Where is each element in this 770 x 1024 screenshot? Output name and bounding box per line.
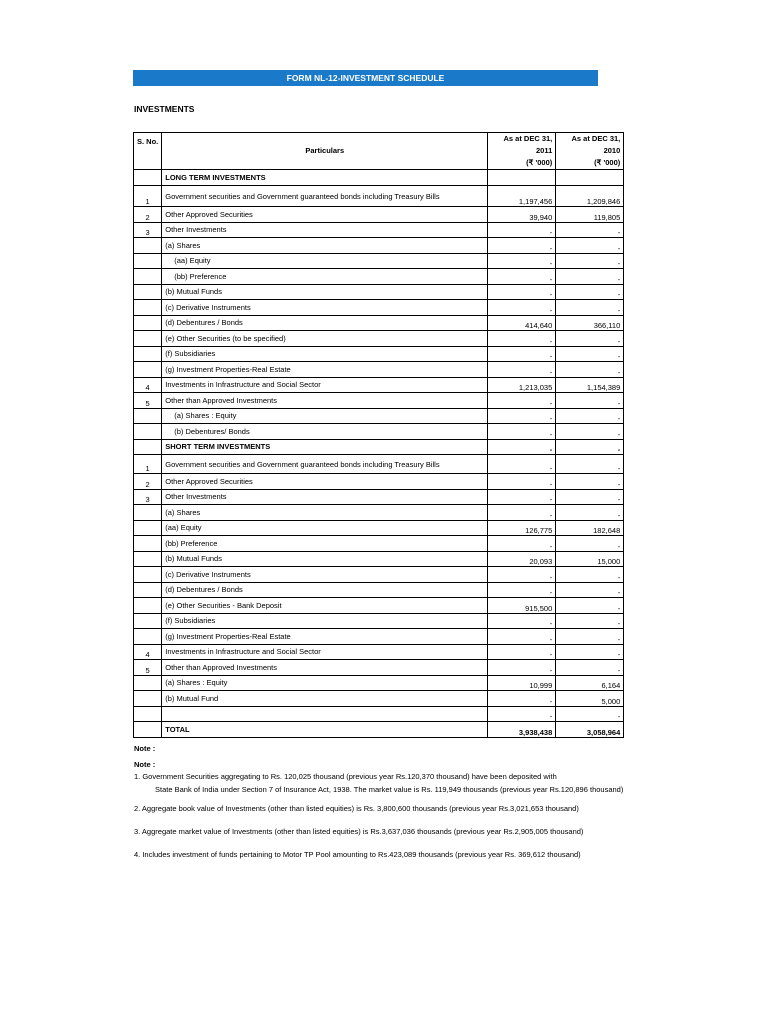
table-row (134, 300, 624, 316)
investment-table (133, 132, 624, 738)
particulars-cell: (f) Subsidiaries (162, 613, 488, 629)
particulars-cell: (bb) Preference (162, 269, 488, 285)
value-2010-cell: 1,154,389 (556, 377, 624, 393)
sno-cell (134, 706, 162, 722)
value-2011-cell: 20,093 (488, 551, 556, 567)
note-line: 4. Includes investment of funds pertaining to Motor TP Pool amounting to Rs.423,089 thousands (previous year Rs. 369,612 thousand) (134, 850, 581, 859)
sno-cell (134, 598, 162, 614)
table-row (134, 408, 624, 424)
particulars-cell: (b) Debentures/ Bonds (162, 424, 488, 440)
value-2011-cell: 39,940 (488, 207, 556, 223)
value-2011-cell: - (488, 474, 556, 490)
sno-cell (134, 315, 162, 331)
sno-cell (134, 253, 162, 269)
table-header-row (134, 133, 624, 170)
table-row (134, 186, 624, 207)
sno-cell (134, 536, 162, 552)
value-2011-cell: 126,775 (488, 520, 556, 536)
value-2011-cell: - (488, 346, 556, 362)
sno-cell (134, 567, 162, 583)
particulars-cell: (c) Derivative Instruments (162, 300, 488, 316)
particulars-cell: SHORT TERM INVESTMENTS (162, 439, 488, 455)
section-heading: INVESTMENTS (134, 104, 195, 114)
value-2011-cell: - (488, 408, 556, 424)
value-2011-cell: - (488, 706, 556, 722)
value-2010-cell: - (556, 474, 624, 490)
value-2010-cell: - (556, 613, 624, 629)
sno-cell: 2 (134, 474, 162, 490)
table-row (134, 489, 624, 505)
table-row (134, 424, 624, 440)
value-2011-cell: - (488, 691, 556, 707)
value-2011-cell: - (488, 284, 556, 300)
particulars-cell: Other than Approved Investments (162, 660, 488, 676)
particulars-cell: LONG TERM INVESTMENTS (162, 170, 488, 186)
table-row (134, 253, 624, 269)
value-2011-cell: - (488, 536, 556, 552)
particulars-cell: Government securities and Government guaranteed bonds including Treasury Bills (162, 186, 488, 207)
sno-cell (134, 300, 162, 316)
col-2011-header-line3: (₹ '000) (526, 158, 553, 167)
value-2010-cell: - (556, 660, 624, 676)
value-2011-cell: - (488, 505, 556, 521)
col-2010-header-line1: As at DEC 31, (571, 134, 621, 143)
sno-cell (134, 675, 162, 691)
table-row (134, 706, 624, 722)
particulars-cell: (a) Shares (162, 505, 488, 521)
value-2011-cell (488, 170, 556, 186)
sno-cell (134, 269, 162, 285)
table-row (134, 315, 624, 331)
value-2011-cell: 1,197,456 (488, 186, 556, 207)
table-row (134, 722, 624, 738)
particulars-cell (162, 706, 488, 722)
sno-cell (134, 170, 162, 186)
value-2010-cell: - (556, 362, 624, 378)
table-row (134, 170, 624, 186)
value-2011-cell: 915,500 (488, 598, 556, 614)
value-2010-cell: 119,805 (556, 207, 624, 223)
value-2010-cell: - (556, 284, 624, 300)
particulars-cell: (b) Mutual Fund (162, 691, 488, 707)
value-2010-cell: - (556, 439, 624, 455)
value-2011-cell: - (488, 269, 556, 285)
value-2010-cell: 3,058,964 (556, 722, 624, 738)
sno-cell (134, 284, 162, 300)
col-2011-header-line1: As at DEC 31, (503, 134, 553, 143)
table-row (134, 660, 624, 676)
value-2010-cell: 15,000 (556, 551, 624, 567)
value-2010-cell: 182,648 (556, 520, 624, 536)
value-2011-cell: - (488, 331, 556, 347)
note-label: Note : (134, 744, 156, 753)
value-2010-cell: - (556, 269, 624, 285)
col-2010-header-line3: (₹ '000) (594, 158, 621, 167)
table-row (134, 613, 624, 629)
table-row (134, 207, 624, 223)
value-2011-cell: - (488, 582, 556, 598)
particulars-cell: (a) Shares : Equity (162, 675, 488, 691)
table-row (134, 284, 624, 300)
table-row (134, 269, 624, 285)
value-2011-cell: 414,640 (488, 315, 556, 331)
table-row (134, 598, 624, 614)
table-row (134, 520, 624, 536)
particulars-cell: (a) Shares : Equity (162, 408, 488, 424)
sno-cell: 5 (134, 393, 162, 409)
value-2010-cell: - (556, 222, 624, 238)
value-2010-cell: 5,000 (556, 691, 624, 707)
value-2011-cell: - (488, 567, 556, 583)
value-2010-cell: - (556, 629, 624, 645)
sno-cell (134, 722, 162, 738)
particulars-cell: Other Investments (162, 222, 488, 238)
value-2010-cell: - (556, 393, 624, 409)
sno-cell: 2 (134, 207, 162, 223)
value-2011-cell: - (488, 362, 556, 378)
table-row (134, 455, 624, 474)
table-row (134, 691, 624, 707)
table-row (134, 377, 624, 393)
sno-cell: 1 (134, 455, 162, 474)
value-2010-cell: - (556, 346, 624, 362)
particulars-cell: Investments in Infrastructure and Social Sector (162, 644, 488, 660)
value-2010-cell: - (556, 455, 624, 474)
value-2010-cell: - (556, 644, 624, 660)
particulars-cell: TOTAL (162, 722, 488, 738)
particulars-header: Particulars (162, 133, 488, 170)
col-2010-header-line2: 2010 (603, 146, 621, 155)
value-2010-cell: - (556, 331, 624, 347)
table-row (134, 346, 624, 362)
value-2011-cell: 10,999 (488, 675, 556, 691)
sno-cell: 3 (134, 489, 162, 505)
particulars-cell: (g) Investment Properties-Real Estate (162, 629, 488, 645)
value-2010-cell: - (556, 408, 624, 424)
sno-cell (134, 408, 162, 424)
particulars-cell: Other than Approved Investments (162, 393, 488, 409)
sno-cell (134, 331, 162, 347)
particulars-cell: Other Approved Securities (162, 207, 488, 223)
note-line: 1. Government Securities aggregating to Rs. 120,025 thousand (previous year Rs.120,370 thousand) have been deposited with (134, 772, 557, 781)
value-2011-cell: - (488, 455, 556, 474)
sno-cell: 4 (134, 377, 162, 393)
table-row (134, 567, 624, 583)
note-line: 2. Aggregate book value of Investments (other than listed equities) is Rs. 3,800,600 thousands (previous year Rs.3,021,653 thousand) (134, 804, 579, 813)
value-2010-cell: - (556, 567, 624, 583)
col-2010-header (556, 133, 624, 170)
value-2010-cell (556, 170, 624, 186)
table-row (134, 644, 624, 660)
particulars-cell: (d) Debentures / Bonds (162, 315, 488, 331)
particulars-cell: (c) Derivative Instruments (162, 567, 488, 583)
particulars-cell: (e) Other Securities (to be specified) (162, 331, 488, 347)
sno-cell (134, 346, 162, 362)
particulars-cell: (g) Investment Properties-Real Estate (162, 362, 488, 378)
particulars-cell: (f) Subsidiaries (162, 346, 488, 362)
value-2011-cell: - (488, 424, 556, 440)
value-2011-cell: - (488, 238, 556, 254)
particulars-cell: Investments in Infrastructure and Social Sector (162, 377, 488, 393)
table-row (134, 331, 624, 347)
value-2010-cell: - (556, 582, 624, 598)
value-2011-cell: - (488, 439, 556, 455)
sno-cell (134, 520, 162, 536)
value-2010-cell: 6,164 (556, 675, 624, 691)
sno-cell (134, 424, 162, 440)
sno-cell (134, 613, 162, 629)
table-row (134, 238, 624, 254)
sno-cell: 1 (134, 186, 162, 207)
value-2010-cell: - (556, 238, 624, 254)
col-2011-header (488, 133, 556, 170)
particulars-cell: (bb) Preference (162, 536, 488, 552)
value-2011-cell: - (488, 660, 556, 676)
value-2011-cell: - (488, 393, 556, 409)
sno-cell: 5 (134, 660, 162, 676)
particulars-cell: (e) Other Securities - Bank Deposit (162, 598, 488, 614)
col-2011-header-line2: 2011 (535, 146, 553, 155)
value-2010-cell: - (556, 706, 624, 722)
value-2011-cell: - (488, 629, 556, 645)
sno-cell (134, 505, 162, 521)
form-title-banner: FORM NL-12-INVESTMENT SCHEDULE (133, 70, 598, 86)
value-2010-cell: 366,110 (556, 315, 624, 331)
value-2011-cell: - (488, 222, 556, 238)
table-row (134, 629, 624, 645)
table-row (134, 222, 624, 238)
sno-cell (134, 582, 162, 598)
particulars-cell: (b) Mutual Funds (162, 284, 488, 300)
particulars-cell: (aa) Equity (162, 253, 488, 269)
value-2010-cell: - (556, 536, 624, 552)
value-2010-cell: - (556, 300, 624, 316)
value-2011-cell: - (488, 489, 556, 505)
note-line: 3. Aggregate market value of Investments (other than listed equities) is Rs.3,637,036 thousands (previous year Rs.2,905,005 thousand) (134, 827, 584, 836)
value-2010-cell: 1,209,846 (556, 186, 624, 207)
value-2010-cell: - (556, 489, 624, 505)
particulars-cell: (b) Mutual Funds (162, 551, 488, 567)
table-row (134, 536, 624, 552)
particulars-cell: (d) Debentures / Bonds (162, 582, 488, 598)
table-row (134, 474, 624, 490)
table-row (134, 582, 624, 598)
value-2011-cell: - (488, 613, 556, 629)
sno-cell: 4 (134, 644, 162, 660)
note-label: Note : (134, 760, 156, 769)
particulars-cell: Other Investments (162, 489, 488, 505)
value-2010-cell: - (556, 598, 624, 614)
table-row (134, 393, 624, 409)
value-2011-cell: 1,213,035 (488, 377, 556, 393)
sno-cell (134, 238, 162, 254)
sno-cell: 3 (134, 222, 162, 238)
sno-cell (134, 691, 162, 707)
note-line: State Bank of India under Section 7 of Insurance Act, 1938. The market value is Rs. 119,949 thousands (previous year Rs.120,896 thousand) (155, 785, 624, 794)
sno-cell (134, 551, 162, 567)
value-2010-cell: - (556, 424, 624, 440)
table-row (134, 362, 624, 378)
value-2011-cell: 3,938,438 (488, 722, 556, 738)
table-row (134, 551, 624, 567)
value-2010-cell: - (556, 253, 624, 269)
table-row (134, 675, 624, 691)
sno-cell (134, 439, 162, 455)
particulars-cell: (a) Shares (162, 238, 488, 254)
value-2011-cell: - (488, 644, 556, 660)
sno-cell (134, 362, 162, 378)
particulars-cell: (aa) Equity (162, 520, 488, 536)
particulars-cell: Other Approved Securities (162, 474, 488, 490)
value-2010-cell: - (556, 505, 624, 521)
sno-header: S. No. (134, 133, 162, 170)
table-row (134, 439, 624, 455)
value-2011-cell: - (488, 253, 556, 269)
table-row (134, 505, 624, 521)
value-2011-cell: - (488, 300, 556, 316)
sno-cell (134, 629, 162, 645)
particulars-cell: Government securities and Government guaranteed bonds including Treasury Bills (162, 455, 488, 474)
